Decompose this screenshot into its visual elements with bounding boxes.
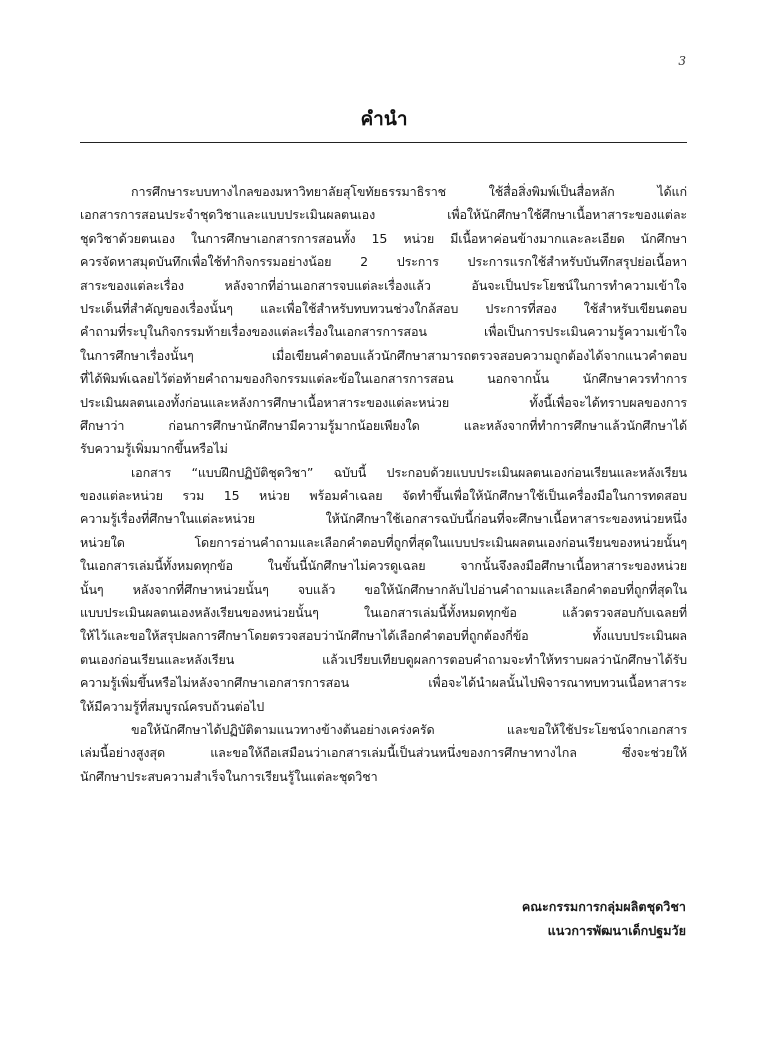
- paragraph-line: ศึกษาว่า ก่อนการศึกษานักศึกษามีความรู้มากน้อยเพียงใด และหลังจากที่ทำการศึกษาแล้วนักศึกษาได้: [80, 417, 687, 433]
- signature-committee: คณะกรรมการกลุ่มผลิตชุดวิชา: [521, 899, 686, 914]
- preface-body: [80, 180, 687, 788]
- paragraph-line: ให้ไว้และขอให้สรุปผลการศึกษาโดยตรวจสอบว่านักศึกษาได้เลือกคำตอบที่ถูกต้องกี่ข้อ ทั้งแบบประเมินผล: [80, 628, 687, 644]
- paragraph-2: [80, 461, 687, 718]
- paragraph-line: คำถามที่ระบุในกิจกรรมท้ายเรื่องของแต่ละเรื่องในเอกสารการสอน เพื่อเป็นการประเมินความรู้ความเข้าใจ: [80, 324, 687, 340]
- paragraph-line: หน่วยใด โดยการอ่านคำถามและเลือกคำตอบที่ถูกที่สุดในแบบประเมินผลตนเองก่อนเรียนของหน่วยนั้นๆ: [80, 534, 687, 550]
- paragraph-line: นักศึกษาประสบความสำเร็จในการเรียนรู้ในแต่ละชุดวิชา: [80, 768, 378, 784]
- paragraph-line: ควรจัดหาสมุดบันทึกเพื่อใช้ทำกิจกรรมอย่างน้อย 2 ประการ ประการแรกใช้สำหรับบันทึกสรุปย่อเนื้อหา: [80, 254, 687, 270]
- paragraph-line: ความรู้เรื่องที่ศึกษาในแต่ละหน่วย ให้นักศึกษาใช้เอกสารฉบับนี้ก่อนที่จะศึกษาเนื้อหาสาระของหน่วยหนึ่ง: [80, 511, 687, 527]
- page-number: 3: [678, 54, 686, 68]
- paragraph-line: ในเอกสารเล่มนี้ทั้งหมดทุกข้อ ในขั้นนี้นักศึกษาไม่ควรดูเฉลย จากนั้นจึงลงมือศึกษาเนื้อหาสาระของหน่วย: [80, 558, 687, 574]
- paragraph-line: ประเมินผลตนเองทั้งก่อนและหลังการศึกษาเนื้อหาสาระของแต่ละหน่วย ทั้งนี้เพื่อจะได้ทราบผลของการ: [80, 394, 687, 410]
- paragraph-line: ชุดวิชาด้วยตนเอง ในการศึกษาเอกสารการสอนทั้ง 15 หน่วย มีเนื้อหาค่อนข้างมากและละเอียด นักศึกษา: [80, 230, 687, 246]
- paragraph-line: ตนเองก่อนเรียนและหลังเรียน แล้วเปรียบเทียบดูผลการตอบคำถามจะทำให้ทราบผลว่านักศึกษาได้รับ: [80, 651, 687, 667]
- paragraph-line: สาระของแต่ละเรื่อง หลังจากที่อ่านเอกสารจบแต่ละเรื่องแล้ว อันจะเป็นประโยชน์ในการทำความเข้าใจ: [80, 277, 687, 293]
- paragraph-1: [80, 180, 687, 461]
- paragraph-line: ในการศึกษาเรื่องนั้นๆ เมื่อเขียนคำตอบแล้วนักศึกษาสามารถตรวจสอบความถูกต้องได้จากแนวคำตอบ: [80, 347, 687, 363]
- paragraph-line: การศึกษาระบบทางไกลของมหาวิทยาลัยสุโขทัยธรรมาธิราช ใช้สื่อสิ่งพิมพ์เป็นสื่อหลัก ได้แก่: [131, 184, 687, 199]
- paragraph-line: เล่มนี้อย่างสูงสุด และขอให้ถือเสมือนว่าเอกสารเล่มนี้เป็นส่วนหนึ่งของการศึกษาทางไกล ซึ่งจะช่วยให้: [80, 745, 687, 761]
- title-divider: [80, 142, 687, 143]
- paragraph-line: นั้นๆ หลังจากที่ศึกษาหน่วยนั้นๆ จบแล้ว ขอให้นักศึกษากลับไปอ่านคำถามและเลือกคำตอบที่ถูกที่สุดใน: [80, 581, 687, 597]
- paragraph-line: ประเด็นที่สำคัญของเรื่องนั้นๆ และเพื่อใช้สำหรับทบทวนช่วงใกล้สอบ ประการที่สอง ใช้สำหรับเขียนตอบ: [80, 300, 687, 316]
- paragraph-line: ที่ได้พิมพ์เฉลยไว้ต่อท้ายคำถามของกิจกรรมแต่ละข้อในเอกสารการสอน นอกจากนั้น นักศึกษาควรทำการ: [80, 371, 687, 387]
- paragraph-line: เอกสารการสอนประจำชุดวิชาและแบบประเมินผลตนเอง เพื่อให้นักศึกษาใช้ศึกษาเนื้อหาสาระของแต่ละ: [80, 207, 687, 223]
- paragraph-line: แบบประเมินผลตนเองหลังเรียนของหน่วยนั้นๆ ในเอกสารเล่มนี้ทั้งหมดทุกข้อ แล้วตรวจสอบกับเฉลยที่: [80, 605, 687, 621]
- paragraph-line: ขอให้นักศึกษาได้ปฏิบัติตามแนวทางข้างต้นอย่างเคร่งครัด และขอให้ใช้ประโยชน์จากเอกสาร: [131, 721, 687, 737]
- page-title: คำนำ: [360, 108, 408, 130]
- paragraph-line: ความรู้เพิ่มขึ้นหรือไม่หลังจากศึกษาเอกสารการสอน เพื่อจะได้นำผลนั้นไปพิจารณาทบทวนเนื้อหาสาระ: [80, 675, 687, 691]
- paragraph-3: [80, 718, 687, 788]
- signature-program: แนวการพัฒนาเด็กปฐมวัย: [547, 923, 686, 938]
- paragraph-line: รับความรู้เพิ่มมากขึ้นหรือไม่: [80, 441, 228, 457]
- paragraph-line: ให้มีความรู้ที่สมบูรณ์ครบถ้วนต่อไป: [80, 698, 265, 714]
- paragraph-line: เอกสาร “แบบฝึกปฏิบัติชุดวิชา” ฉบับนี้ ประกอบด้วยแบบประเมินผลตนเองก่อนเรียนและหลังเรียน: [131, 464, 687, 480]
- signature-block: [522, 895, 686, 943]
- paragraph-line: ของแต่ละหน่วย รวม 15 หน่วย พร้อมคำเฉลย จัดทำขึ้นเพื่อให้นักศึกษาใช้เป็นเครื่องมือในการทดสอบ: [80, 488, 687, 504]
